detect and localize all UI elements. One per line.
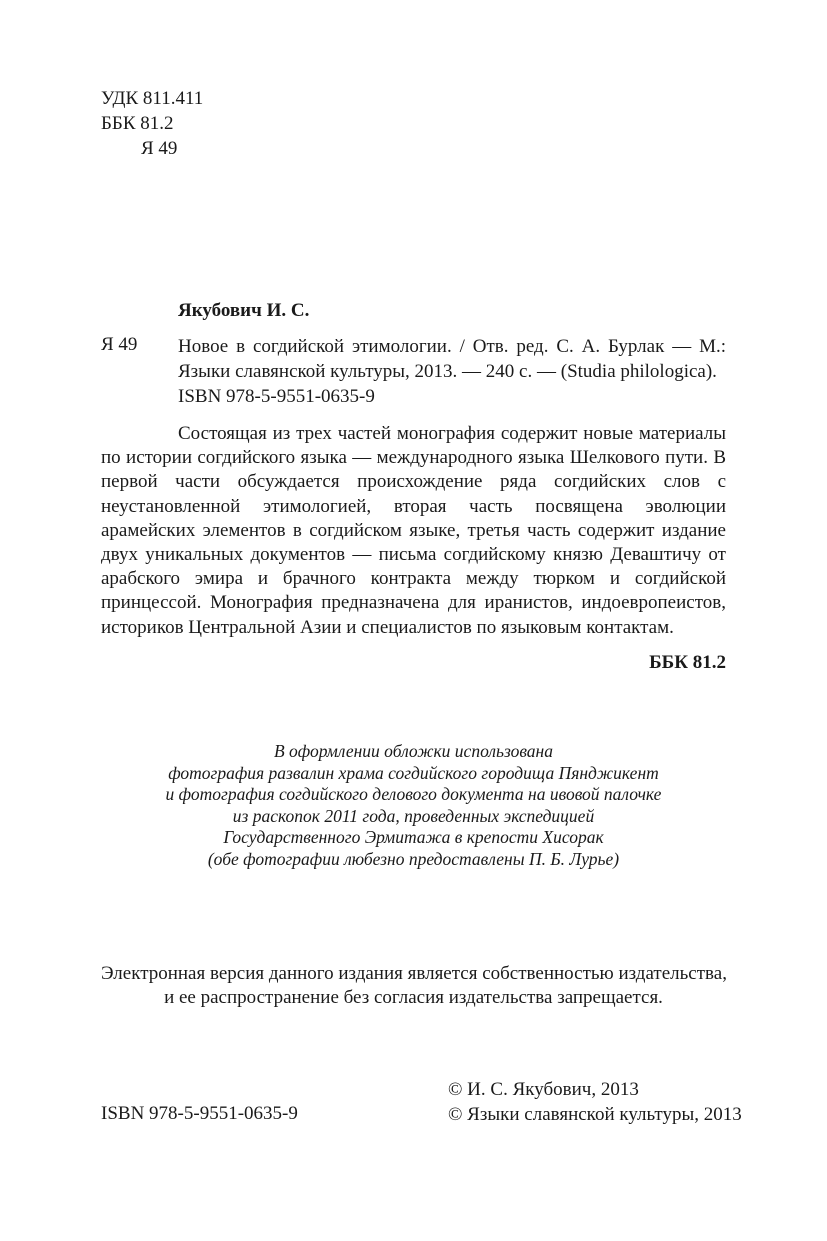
- rights-notice: [101, 962, 726, 1010]
- bbk-code: ББК 81.2: [101, 113, 174, 134]
- cover-note-line: В оформлении обложки использована: [273, 741, 553, 761]
- abstract: [101, 422, 726, 640]
- entry-isbn: ISBN 978-5-9551-0635-9: [178, 386, 375, 407]
- cover-note-line: (обе фотографии любезно предоставлены П. Б. Лурье): [207, 848, 620, 869]
- rights-notice-line: Электронная версия данного издания является собственностью издательства,: [101, 963, 727, 984]
- cover-note-line: из раскопок 2011 года, проведенных экспедицией: [232, 805, 595, 826]
- rights-notice-line: и ее распространение без согласия издательства запрещается.: [164, 987, 663, 1008]
- copyright-publisher: © Языки славянской культуры, 2013: [448, 1104, 742, 1125]
- udk-code: УДК 811.411: [101, 88, 204, 109]
- cover-note-line: Государственного Эрмитажа в крепости Хисорак: [223, 827, 604, 848]
- author-mark: Я 49: [141, 138, 178, 159]
- bbk-footer: ББК 81.2: [649, 652, 726, 673]
- entry-title-line: Новое в согдийской этимологии. / Отв. ред. С. А. Бурлак — М.:: [178, 336, 726, 357]
- abstract-text: Состоящая из трех частей монография содержит новые материалы по истории согдийского языка — международного языка Шелкового пути. В первой части обсуждается происхождение ряда согдийских слов с неустановленной этимологией, вторая часть посвящена эволюции арамейских элементов в согдийском языке, третья часть содержит издание двух уникальных документов — письма согдийскому князю Деваштичу от арабского эмира и брачного контракта между тюрком и согдийской принцессой. Монография предназначена для иранистов, индоевропеистов, историков Центральной Азии и специалистов по языковым контактам.: [101, 423, 726, 638]
- author-name: Якубович И. С.: [178, 300, 310, 321]
- cover-note-line: и фотография согдийского делового документа на ивовой палочке: [165, 784, 662, 805]
- entry-publisher-line: Языки славянской культуры, 2013. — 240 с. — (Studia philologica).: [178, 361, 717, 382]
- catalog-code: Я 49: [101, 334, 138, 355]
- classification-codes: [101, 86, 203, 161]
- copyright-block: [448, 1077, 742, 1127]
- cover-note: [101, 741, 726, 871]
- copyright-author: © И. С. Якубович, 2013: [448, 1079, 639, 1100]
- isbn-footer: ISBN 978-5-9551-0635-9: [101, 1103, 298, 1124]
- cover-note-line: фотография развалин храма согдийского городища Пянджикент: [168, 762, 659, 783]
- bibliographic-entry: [178, 334, 726, 384]
